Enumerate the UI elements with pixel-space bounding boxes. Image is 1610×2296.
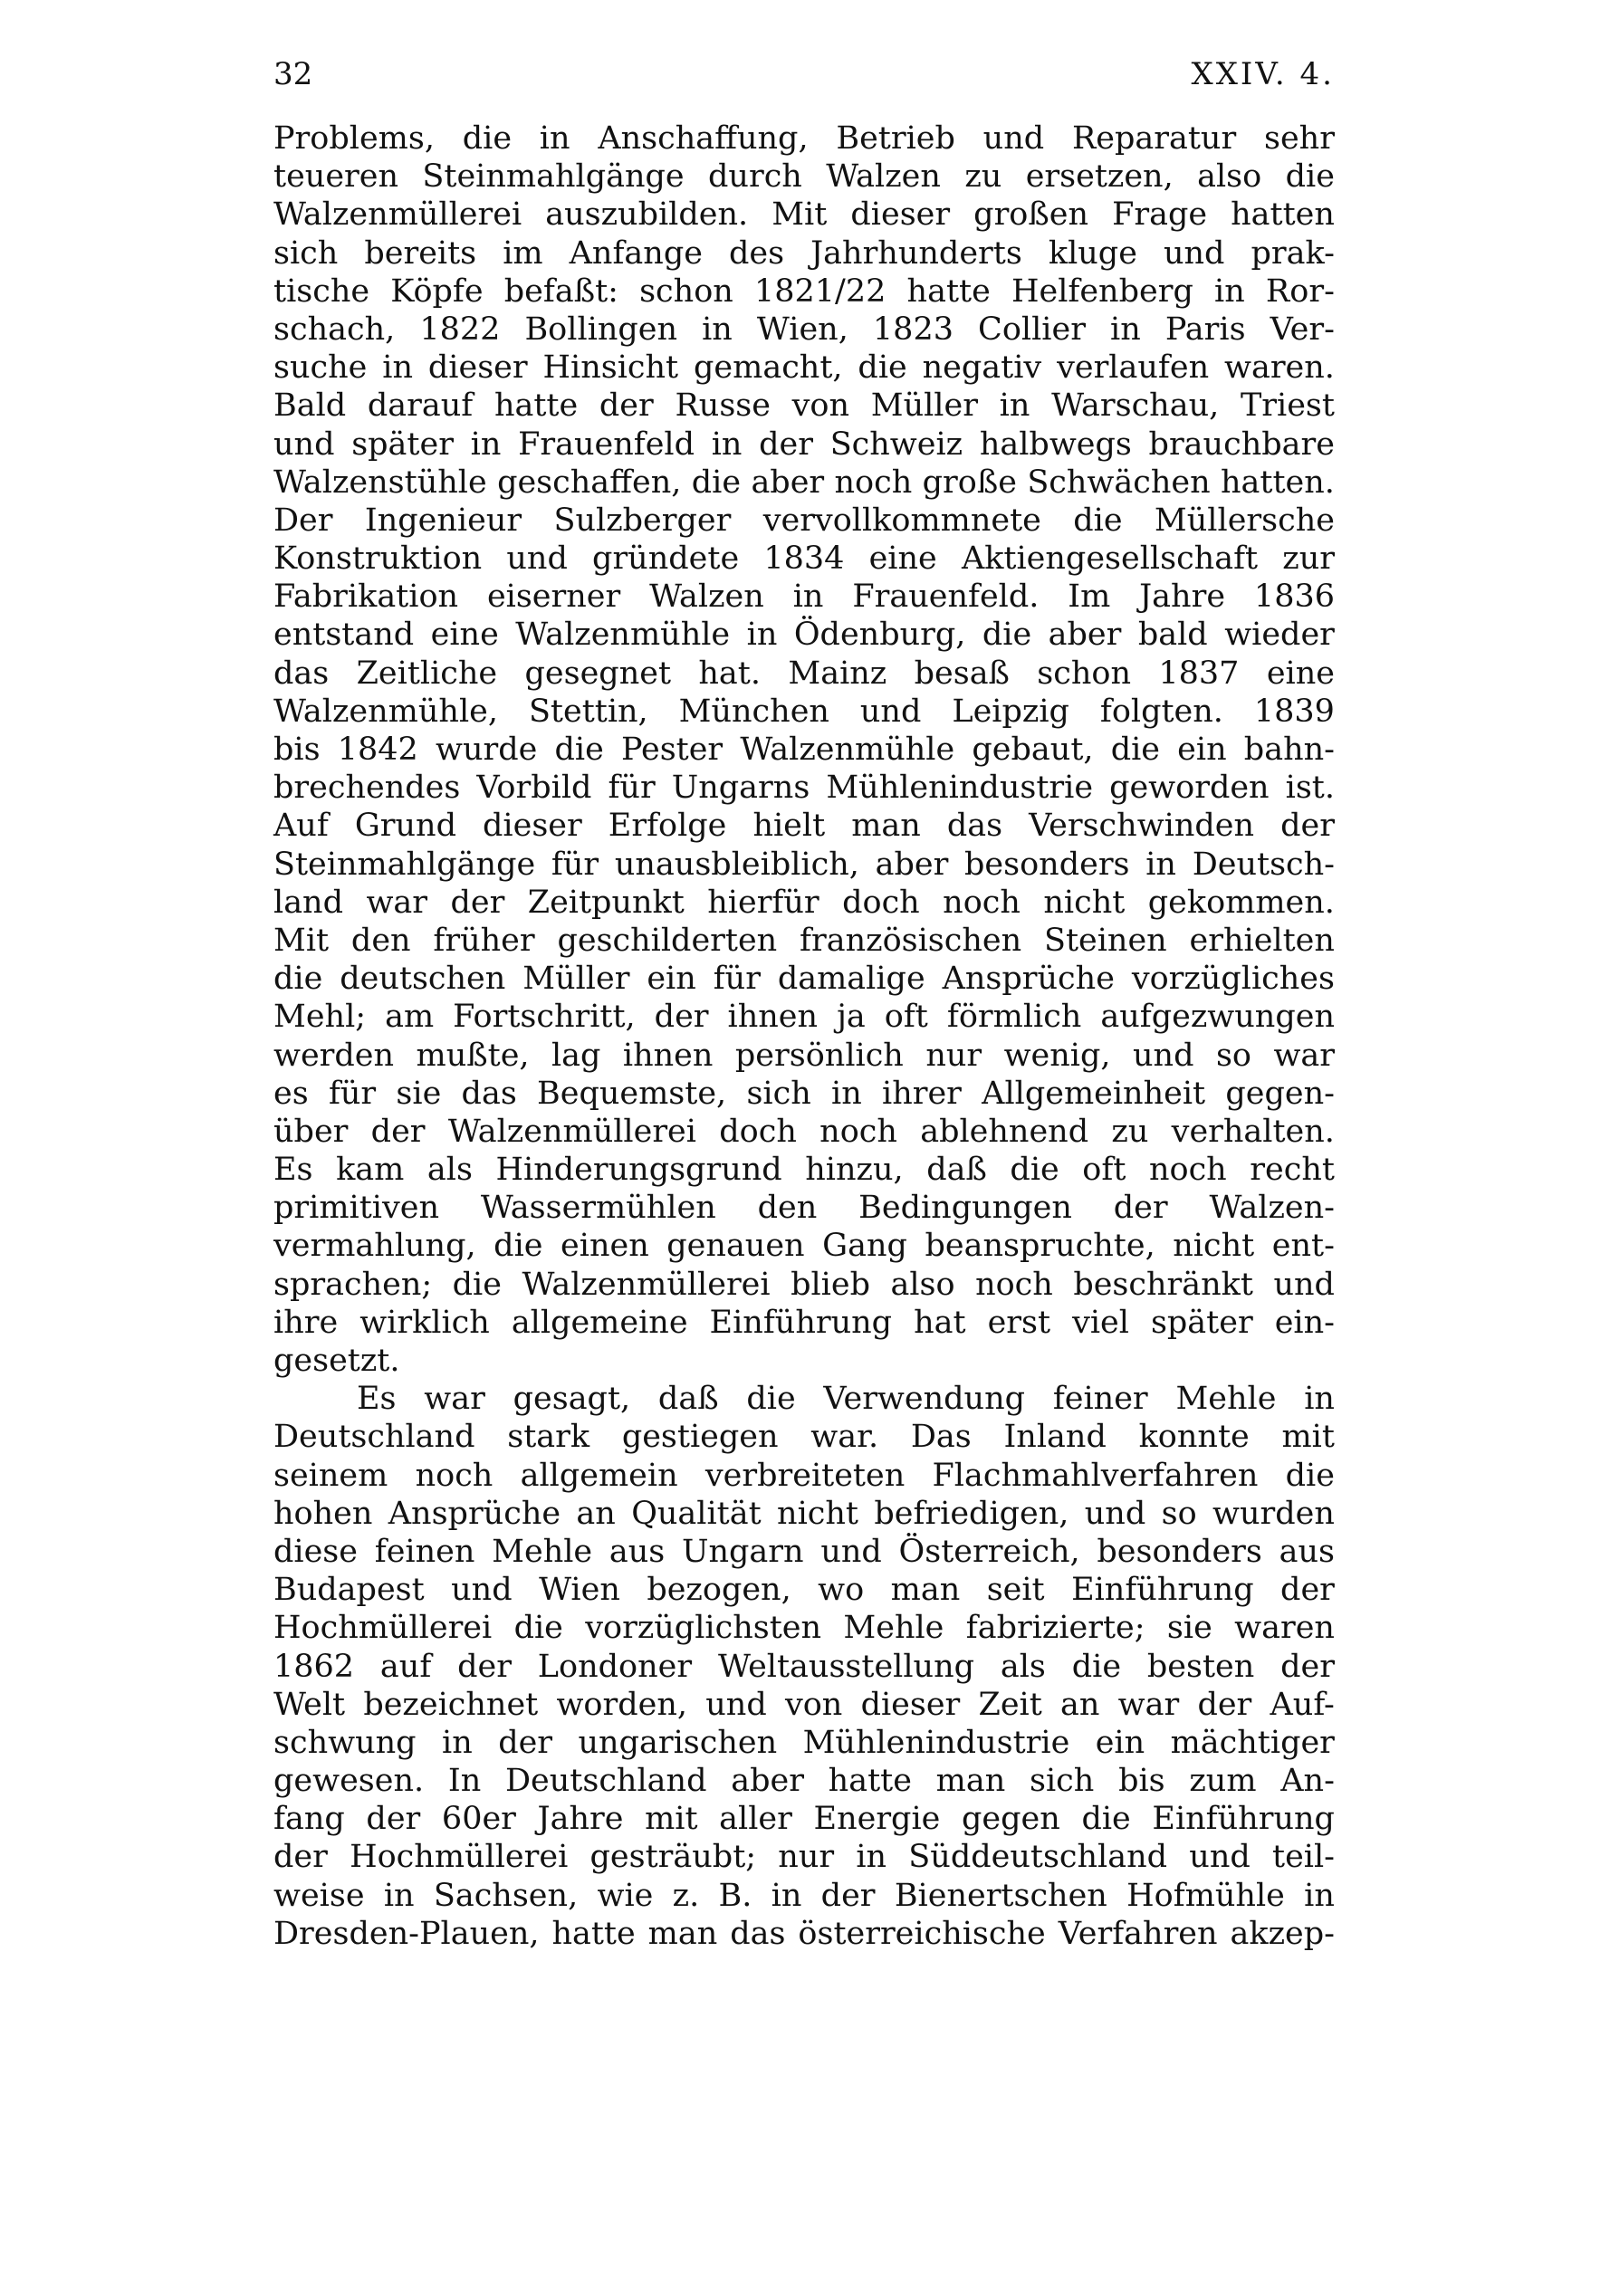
running-header xyxy=(273,47,1335,101)
text-line: und später in Frauenfeld in der Schweiz halbwegs brauchbare xyxy=(273,426,1335,463)
section-reference: XXIV. 4. xyxy=(1191,56,1335,92)
text-line: hohen Ansprüche an Qualität nicht befriedigen, und so wurden xyxy=(273,1495,1335,1532)
text-line: gesetzt. xyxy=(273,1343,400,1379)
text-line: ihre wirklich allgemeine Einführung hat erst viel später ein- xyxy=(273,1304,1335,1341)
text-line: Mehl; am Fortschritt, der ihnen ja oft förmlich aufgezwungen xyxy=(273,999,1335,1036)
page-number: 32 xyxy=(273,56,313,92)
text-line: Problems, die in Anschaffung, Betrieb und Reparatur sehr xyxy=(273,120,1335,157)
text-line: Auf Grund dieser Erfolge hielt man das Verschwinden der xyxy=(273,808,1335,845)
body-text xyxy=(273,120,1335,1953)
text-line: land war der Zeitpunkt hierfür doch noch nicht gekommen. xyxy=(273,884,1335,921)
text-line: Walzenstühle geschaffen, die aber noch große Schwächen hatten. xyxy=(273,464,1335,501)
text-line: es für sie das Bequemste, sich in ihrer Allgemeinheit gegen- xyxy=(273,1075,1335,1112)
text-line: vermahlung, die einen genauen Gang beanspruchte, nicht ent- xyxy=(273,1228,1335,1265)
text-line: Konstruktion und gründete 1834 eine Aktiengesellschaft zur xyxy=(273,541,1335,578)
text-line: Hochmüllerei die vorzüglichsten Mehle fabrizierte; sie waren xyxy=(273,1610,1335,1647)
text-line: das Zeitliche gesegnet hat. Mainz besaß schon 1837 eine xyxy=(273,655,1335,692)
text-line: Mit den früher geschilderten französischen Steinen erhielten xyxy=(273,922,1335,959)
text-line: Fabrikation eiserner Walzen in Frauenfeld. Im Jahre 1836 xyxy=(273,579,1335,616)
text-line: tische Köpfe befaßt: schon 1821/22 hatte Helfenberg in Ror- xyxy=(273,273,1335,310)
text-line: Walzenmühle, Stettin, München und Leipzig folgten. 1839 xyxy=(273,693,1335,730)
text-line: gewesen. In Deutschland aber hatte man sich bis zum An- xyxy=(273,1763,1335,1800)
text-line: Steinmahlgänge für unausbleiblich, aber besonders in Deutsch- xyxy=(273,846,1335,883)
text-line: Es kam als Hinderungsgrund hinzu, daß die oft noch recht xyxy=(273,1152,1335,1189)
text-line: entstand eine Walzenmühle in Ödenburg, die aber bald wieder xyxy=(273,617,1335,654)
text-line: 1862 auf der Londoner Weltausstellung als die besten der xyxy=(273,1648,1335,1685)
text-line: Dresden-Plauen, hatte man das österreichische Verfahren akzep- xyxy=(273,1915,1335,1952)
text-line: bis 1842 wurde die Pester Walzenmühle gebaut, die ein bahn- xyxy=(273,732,1335,768)
text-line: seinem noch allgemein verbreiteten Flachmahlverfahren die xyxy=(273,1457,1335,1494)
text-line: werden mußte, lag ihnen persönlich nur wenig, und so war xyxy=(273,1037,1335,1074)
text-line: Der Ingenieur Sulzberger vervollkommnete die Müllersche xyxy=(273,502,1335,539)
text-line: suche in dieser Hinsicht gemacht, die negativ verlaufen waren. xyxy=(273,349,1335,387)
text-line: Walzenmüllerei auszubilden. Mit dieser großen Frage hatten xyxy=(273,196,1335,234)
text-line: Budapest und Wien bezogen, wo man seit Einführung der xyxy=(273,1572,1335,1609)
text-line: sich bereits im Anfange des Jahrhunderts kluge und prak- xyxy=(273,234,1335,272)
text-line: Welt bezeichnet worden, und von dieser Zeit an war der Auf- xyxy=(273,1686,1335,1723)
text-line: brechendes Vorbild für Ungarns Mühlenindustrie geworden ist. xyxy=(273,770,1335,807)
text-line: fang der 60er Jahre mit aller Energie gegen die Einführung xyxy=(273,1801,1335,1838)
text-line: teueren Steinmahlgänge durch Walzen zu ersetzen, also die xyxy=(273,158,1335,196)
text-line: weise in Sachsen, wie z. B. in der Bienertschen Hofmühle in xyxy=(273,1877,1335,1914)
text-line: sprachen; die Walzenmüllerei blieb also noch beschränkt und xyxy=(273,1266,1335,1303)
text-line: über der Walzenmüllerei doch noch ablehnend zu verhalten. xyxy=(273,1113,1335,1150)
text-line: schach, 1822 Bollingen in Wien, 1823 Collier in Paris Ver- xyxy=(273,311,1335,348)
text-line: die deutschen Müller ein für damalige Ansprüche vorzügliches xyxy=(273,961,1335,998)
text-line: Bald darauf hatte der Russe von Müller in Warschau, Triest xyxy=(273,387,1335,425)
text-line: der Hochmüllerei gesträubt; nur in Süddeutschland und teil- xyxy=(273,1839,1335,1876)
text-line: Deutschland stark gestiegen war. Das Inland konnte mit xyxy=(273,1419,1335,1456)
text-line: primitiven Wassermühlen den Bedingungen der Walzen- xyxy=(273,1190,1335,1227)
text-line: schwung in der ungarischen Mühlenindustrie ein mächtiger xyxy=(273,1724,1335,1761)
text-line: diese feinen Mehle aus Ungarn und Österreich, besonders aus xyxy=(273,1533,1335,1570)
text-line: Es war gesagt, daß die Verwendung feiner Mehle in xyxy=(357,1381,1335,1418)
